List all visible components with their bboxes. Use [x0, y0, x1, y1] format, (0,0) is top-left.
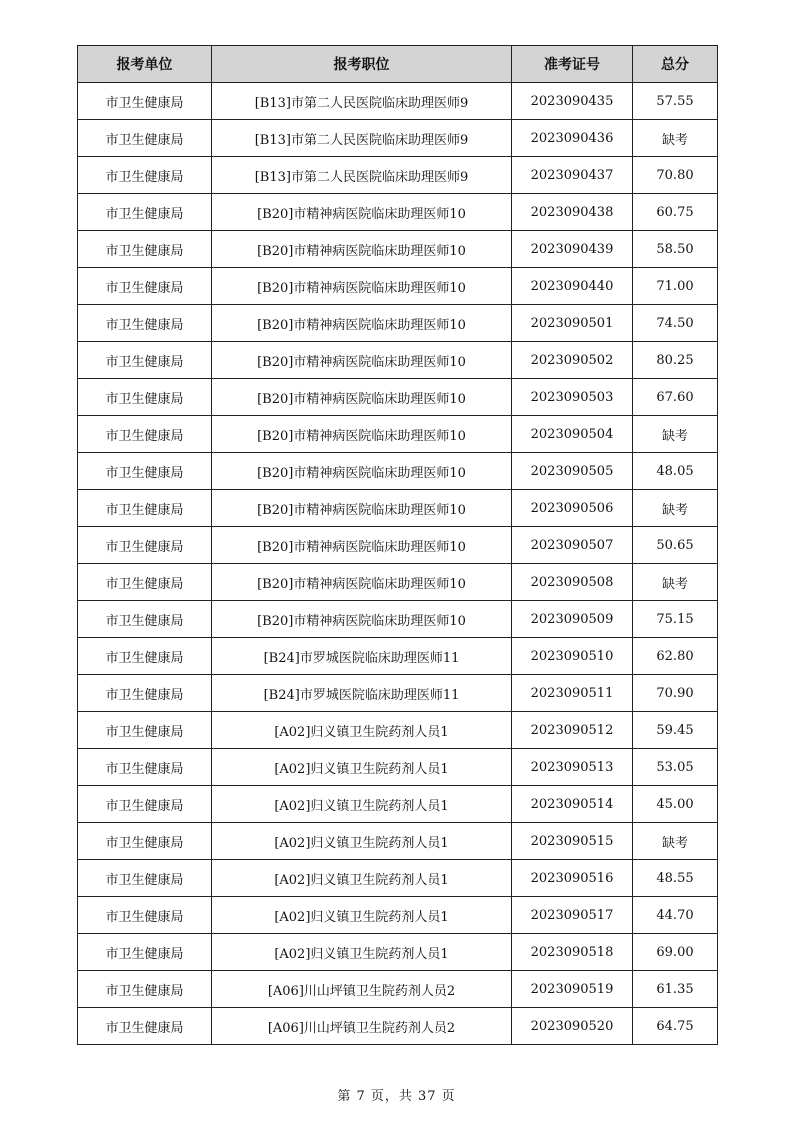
cell-position: [A02]归义镇卫生院药剂人员1	[212, 934, 512, 971]
cell-position: [A02]归义镇卫生院药剂人员1	[212, 860, 512, 897]
cell-position: [A02]归义镇卫生院药剂人员1	[212, 712, 512, 749]
table-row	[78, 305, 718, 342]
cell-unit: 市卫生健康局	[78, 860, 212, 897]
cell-exam-id: 2023090514	[512, 786, 633, 823]
cell-score: 48.55	[633, 860, 718, 897]
cell-unit: 市卫生健康局	[78, 120, 212, 157]
table-row	[78, 231, 718, 268]
cell-unit: 市卫生健康局	[78, 231, 212, 268]
cell-exam-id: 2023090517	[512, 897, 633, 934]
cell-unit: 市卫生健康局	[78, 490, 212, 527]
cell-score: 44.70	[633, 897, 718, 934]
cell-position: [B20]市精神病医院临床助理医师10	[212, 379, 512, 416]
cell-position: [A02]归义镇卫生院药剂人员1	[212, 749, 512, 786]
cell-score: 70.90	[633, 675, 718, 712]
cell-unit: 市卫生健康局	[78, 157, 212, 194]
cell-score: 60.75	[633, 194, 718, 231]
cell-unit: 市卫生健康局	[78, 453, 212, 490]
cell-unit: 市卫生健康局	[78, 823, 212, 860]
cell-score: 75.15	[633, 601, 718, 638]
cell-exam-id: 2023090501	[512, 305, 633, 342]
cell-exam-id: 2023090513	[512, 749, 633, 786]
header-position: 报考职位	[212, 46, 512, 83]
table-row	[78, 638, 718, 675]
table-row	[78, 416, 718, 453]
cell-exam-id: 2023090511	[512, 675, 633, 712]
cell-unit: 市卫生健康局	[78, 675, 212, 712]
cell-position: [B20]市精神病医院临床助理医师10	[212, 342, 512, 379]
table-row	[78, 268, 718, 305]
table-body	[78, 83, 718, 1045]
cell-unit: 市卫生健康局	[78, 934, 212, 971]
cell-position: [B13]市第二人民医院临床助理医师9	[212, 83, 512, 120]
cell-exam-id: 2023090516	[512, 860, 633, 897]
cell-score: 缺考	[633, 490, 718, 527]
cell-position: [B24]市罗城医院临床助理医师11	[212, 675, 512, 712]
cell-position: [B24]市罗城医院临床助理医师11	[212, 638, 512, 675]
cell-unit: 市卫生健康局	[78, 897, 212, 934]
cell-unit: 市卫生健康局	[78, 379, 212, 416]
cell-position: [A02]归义镇卫生院药剂人员1	[212, 823, 512, 860]
cell-unit: 市卫生健康局	[78, 971, 212, 1008]
table-row	[78, 490, 718, 527]
results-table	[77, 45, 718, 1045]
cell-score: 45.00	[633, 786, 718, 823]
cell-exam-id: 2023090436	[512, 120, 633, 157]
cell-exam-id: 2023090518	[512, 934, 633, 971]
cell-position: [B20]市精神病医院临床助理医师10	[212, 194, 512, 231]
cell-exam-id: 2023090508	[512, 564, 633, 601]
table-row	[78, 1008, 718, 1045]
cell-unit: 市卫生健康局	[78, 268, 212, 305]
cell-position: [B20]市精神病医院临床助理医师10	[212, 453, 512, 490]
cell-exam-id: 2023090505	[512, 453, 633, 490]
cell-exam-id: 2023090507	[512, 527, 633, 564]
table-row	[78, 379, 718, 416]
cell-unit: 市卫生健康局	[78, 305, 212, 342]
cell-position: [B20]市精神病医院临床助理医师10	[212, 601, 512, 638]
table-row	[78, 157, 718, 194]
cell-exam-id: 2023090438	[512, 194, 633, 231]
cell-exam-id: 2023090440	[512, 268, 633, 305]
cell-position: [A06]川山坪镇卫生院药剂人员2	[212, 971, 512, 1008]
cell-unit: 市卫生健康局	[78, 416, 212, 453]
cell-exam-id: 2023090504	[512, 416, 633, 453]
table-row	[78, 934, 718, 971]
cell-unit: 市卫生健康局	[78, 342, 212, 379]
cell-score: 74.50	[633, 305, 718, 342]
cell-position: [A02]归义镇卫生院药剂人员1	[212, 786, 512, 823]
table-row	[78, 860, 718, 897]
header-row	[78, 46, 718, 83]
table-row	[78, 194, 718, 231]
cell-exam-id: 2023090502	[512, 342, 633, 379]
cell-exam-id: 2023090509	[512, 601, 633, 638]
table-row	[78, 971, 718, 1008]
table-row	[78, 897, 718, 934]
cell-score: 缺考	[633, 120, 718, 157]
cell-unit: 市卫生健康局	[78, 749, 212, 786]
cell-position: [B20]市精神病医院临床助理医师10	[212, 416, 512, 453]
cell-score: 69.00	[633, 934, 718, 971]
cell-score: 71.00	[633, 268, 718, 305]
cell-score: 59.45	[633, 712, 718, 749]
cell-score: 缺考	[633, 416, 718, 453]
cell-score: 80.25	[633, 342, 718, 379]
table-row	[78, 823, 718, 860]
table-header	[78, 46, 718, 83]
cell-exam-id: 2023090520	[512, 1008, 633, 1045]
table-row	[78, 453, 718, 490]
table-row	[78, 675, 718, 712]
header-exam-id: 准考证号	[512, 46, 633, 83]
cell-score: 53.05	[633, 749, 718, 786]
cell-score: 70.80	[633, 157, 718, 194]
cell-score: 62.80	[633, 638, 718, 675]
cell-position: [B20]市精神病医院临床助理医师10	[212, 231, 512, 268]
cell-score: 58.50	[633, 231, 718, 268]
table-row	[78, 564, 718, 601]
cell-position: [B20]市精神病医院临床助理医师10	[212, 564, 512, 601]
cell-exam-id: 2023090515	[512, 823, 633, 860]
table-row	[78, 712, 718, 749]
cell-score: 48.05	[633, 453, 718, 490]
cell-position: [A02]归义镇卫生院药剂人员1	[212, 897, 512, 934]
table-row	[78, 120, 718, 157]
cell-exam-id: 2023090435	[512, 83, 633, 120]
cell-exam-id: 2023090506	[512, 490, 633, 527]
cell-score: 61.35	[633, 971, 718, 1008]
cell-position: [B13]市第二人民医院临床助理医师9	[212, 120, 512, 157]
cell-score: 缺考	[633, 823, 718, 860]
cell-unit: 市卫生健康局	[78, 527, 212, 564]
cell-position: [B20]市精神病医院临床助理医师10	[212, 527, 512, 564]
cell-unit: 市卫生健康局	[78, 712, 212, 749]
cell-unit: 市卫生健康局	[78, 83, 212, 120]
cell-exam-id: 2023090510	[512, 638, 633, 675]
cell-exam-id: 2023090503	[512, 379, 633, 416]
table-row	[78, 601, 718, 638]
table-row	[78, 527, 718, 564]
header-unit: 报考单位	[78, 46, 212, 83]
table-row	[78, 786, 718, 823]
cell-unit: 市卫生健康局	[78, 1008, 212, 1045]
cell-unit: 市卫生健康局	[78, 601, 212, 638]
cell-unit: 市卫生健康局	[78, 564, 212, 601]
page-number: 第 7 页，共 37 页	[337, 1089, 456, 1104]
cell-exam-id: 2023090512	[512, 712, 633, 749]
table-row	[78, 83, 718, 120]
cell-exam-id: 2023090437	[512, 157, 633, 194]
cell-position: [A06]川山坪镇卫生院药剂人员2	[212, 1008, 512, 1045]
cell-position: [B20]市精神病医院临床助理医师10	[212, 268, 512, 305]
cell-exam-id: 2023090519	[512, 971, 633, 1008]
cell-score: 57.55	[633, 83, 718, 120]
cell-score: 缺考	[633, 564, 718, 601]
cell-position: [B20]市精神病医院临床助理医师10	[212, 305, 512, 342]
cell-position: [B13]市第二人民医院临床助理医师9	[212, 157, 512, 194]
cell-unit: 市卫生健康局	[78, 786, 212, 823]
header-score: 总分	[633, 46, 718, 83]
cell-unit: 市卫生健康局	[78, 194, 212, 231]
cell-unit: 市卫生健康局	[78, 638, 212, 675]
cell-score: 50.65	[633, 527, 718, 564]
table-row	[78, 749, 718, 786]
cell-position: [B20]市精神病医院临床助理医师10	[212, 490, 512, 527]
cell-exam-id: 2023090439	[512, 231, 633, 268]
cell-score: 67.60	[633, 379, 718, 416]
cell-score: 64.75	[633, 1008, 718, 1045]
table-row	[78, 342, 718, 379]
